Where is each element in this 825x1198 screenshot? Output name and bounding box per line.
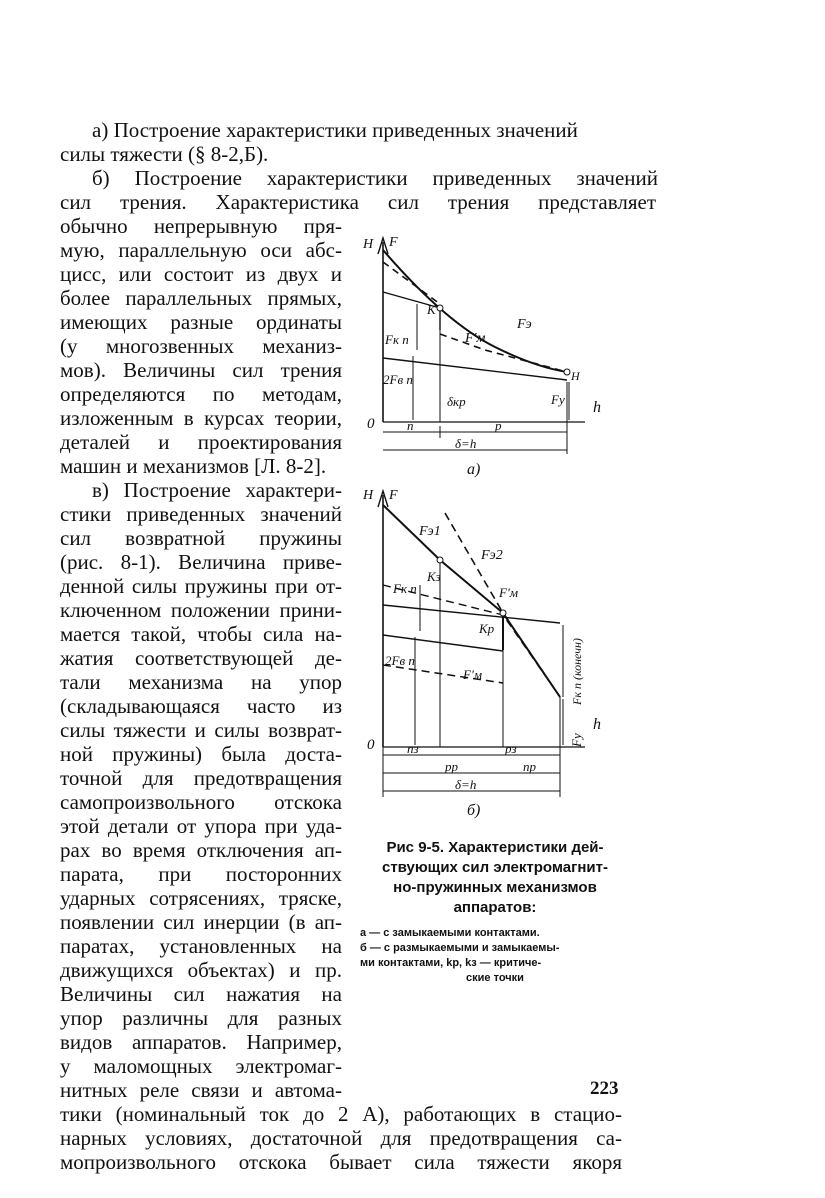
text-line: мую, параллельную оси абс- [60, 238, 342, 262]
spring-lower [383, 635, 503, 651]
fy-label: Fy [569, 733, 584, 747]
caption-line: ствующих сил электромагнит- [381, 859, 608, 876]
caption-line: ские точки [466, 972, 524, 984]
axis-f: F [389, 235, 398, 250]
h-label: H [571, 369, 580, 383]
text-line: жатия соответствующей де- [60, 646, 342, 670]
dim-pz: pз [505, 741, 517, 756]
text-line: рах во время отключения ап- [60, 838, 342, 862]
text-line: появлении сил инерции (в ап- [60, 910, 342, 934]
text-line: б) Построение характеристики приведенных значений [92, 166, 658, 190]
text-line: нарных условиях, достаточной для предотвращения са- [60, 1126, 622, 1150]
text-line: движущихся объектах) и пр. [60, 958, 342, 982]
text-line: точной для предотвращения [60, 766, 342, 790]
kp-label: Kр [479, 621, 495, 636]
axis-h: H [363, 488, 374, 503]
caption-line: но-пружинных механизмов [393, 879, 597, 896]
text-line: сил возвратной пружины [60, 526, 342, 550]
fvp-label: 2Fв п [385, 653, 415, 668]
text-line: упор различны для разных [60, 1006, 342, 1030]
fm-label: F'м [465, 331, 486, 346]
text-line: ной пружины) была доста- [60, 742, 342, 766]
point-kz [437, 557, 443, 563]
page-number: 223 [590, 1078, 619, 1099]
text-line: (рис. 8-1). Величина приве- [60, 550, 342, 574]
dim-np: nр [523, 759, 536, 774]
axis-h: H [363, 237, 374, 252]
dim-n: n [407, 418, 414, 433]
text-line: стики приведенных значений [60, 502, 342, 526]
axis-f: F [389, 488, 398, 503]
text-line: у маломощных электромаг- [60, 1054, 342, 1078]
dkr-label: δкр [447, 394, 466, 409]
text-line: деталей и проектирования [60, 430, 342, 454]
text-line: имеющих разные ординаты [60, 310, 342, 334]
fkp-label: Fк п [393, 581, 417, 596]
text-line: этой детали от упора при уда- [60, 814, 342, 838]
dim-total: δ=h [455, 436, 477, 451]
text-line: изложенным в курсах теории, [60, 406, 342, 430]
text-line: Величины сил нажатия на [60, 982, 342, 1006]
sublabel-b: б) [467, 802, 481, 819]
text-line: силы тяжести (§ 8-2,Б). [60, 142, 269, 166]
fm-low-label: F'м [463, 667, 483, 682]
caption-legend [360, 926, 630, 986]
dim-nz: nз [407, 741, 419, 756]
text-line: сил трения. Характеристика сил трения представляет [60, 190, 656, 214]
point-h [564, 369, 570, 375]
kz-label: Kз [427, 569, 441, 584]
text-line: паратах, установленных на [60, 934, 342, 958]
figure-a [355, 232, 625, 482]
caption-line: ми контактами, kр, kз — критиче- [360, 957, 542, 969]
text-line: тали механизма на упор [60, 670, 342, 694]
text-line: обычно непрерывную пря- [60, 214, 342, 238]
text-line: машин и механизмов [Л. 8-2]. [60, 454, 327, 478]
caption-line: аппаратов: [453, 899, 537, 916]
text-line: а) Построение характеристики приведенных значений [92, 118, 578, 142]
dim-total: δ=h [455, 777, 477, 792]
figure-b [355, 485, 625, 825]
fe1-label: Fэ1 [419, 524, 441, 539]
x-axis-label: h [593, 399, 601, 416]
caption-title [360, 838, 630, 918]
k-label: K [427, 302, 436, 317]
text-line: тики (номинальный ток до 2 А), работающих в стацио- [60, 1102, 622, 1126]
figure-caption [360, 838, 630, 986]
caption-line: а — с замыкаемыми контактами. [360, 927, 540, 939]
text-line: мов). Величины сил трения [60, 358, 342, 382]
fe-curve [383, 250, 567, 372]
dim-p: p [495, 418, 502, 433]
point-kp [500, 610, 506, 616]
text-line: ударных сотрясениях, тряске, [60, 886, 342, 910]
text-line: (у многозвенных механиз- [60, 334, 342, 358]
origin: 0 [367, 416, 375, 432]
point-k [437, 305, 443, 311]
text-line: самопроизвольного отскока [60, 790, 342, 814]
text-line: парата, при посторонних [60, 862, 342, 886]
text-line: ключенном положении прини- [60, 598, 342, 622]
text-line: мопроизвольного отскока бывает сила тяжести якоря [60, 1150, 622, 1174]
text-line: денной силы пружины при от- [60, 574, 342, 598]
fkp-final-label: Fк п (конечн) [570, 638, 584, 705]
text-line: мается такой, чтобы сила на- [60, 622, 342, 646]
text-line: более параллельных прямых, [60, 286, 342, 310]
sublabel-a: а) [467, 461, 481, 478]
caption-line: Рис 9-5. Характеристики дей- [386, 839, 604, 856]
fy-label: Fy [551, 392, 565, 407]
text-line: определяются по методам, [60, 382, 342, 406]
x-axis-label: h [593, 716, 601, 733]
fvp-label: 2Fв п [383, 372, 413, 387]
dim-pp: pр [445, 759, 458, 774]
text-line: (складывающаяся часто из [60, 694, 342, 718]
fm-dashed [383, 262, 567, 372]
text-line: нитных реле связи и автома- [60, 1078, 342, 1102]
text-line: цисс, или состоит из двух и [60, 262, 342, 286]
fm-top-label: F'м [499, 585, 519, 600]
text-line: силы тяжести и силы возврат- [60, 718, 342, 742]
text-line: в) Построение характери- [92, 478, 342, 502]
caption-line: б — с размыкаемыми и замыкаемы- [360, 942, 560, 954]
origin: 0 [367, 737, 375, 753]
fe-label: Fэ [517, 317, 532, 332]
fe2-label: Fэ2 [481, 548, 503, 563]
fkp-label: Fк п [385, 332, 409, 347]
text-line: видов аппаратов. Например, [60, 1030, 342, 1054]
